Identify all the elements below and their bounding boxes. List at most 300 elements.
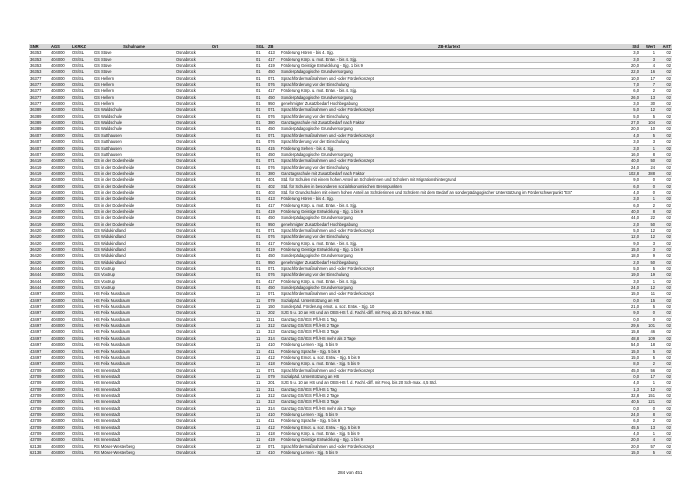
cell-artt: 02 [656, 392, 672, 398]
cell-std: 15,0 [618, 247, 640, 253]
cell-artt: 02 [656, 50, 672, 56]
cell-ort: Osnabrück [175, 158, 255, 164]
cell-schulname: GS in der Dodesheide [93, 183, 175, 189]
cell-lkrkz: OS/SL [71, 342, 93, 348]
cell-ags: 404000 [50, 278, 71, 284]
cell-wert: 46 [640, 329, 656, 335]
cell-snr: 36420 [29, 259, 50, 265]
cell-artt: 02 [656, 221, 672, 227]
cell-sgl: 01 [255, 132, 267, 138]
column-header-wert: Wert [640, 44, 656, 50]
cell-zb: 079 [267, 373, 280, 379]
cell-sgl: 01 [255, 145, 267, 151]
cell-artt: 02 [656, 94, 672, 100]
cell-zb: 419 [267, 437, 280, 443]
cell-ags: 404000 [50, 82, 71, 88]
cell-std: 24,0 [618, 285, 640, 291]
cell-zb: 417 [267, 88, 280, 94]
cell-std: 24,0 [618, 164, 640, 170]
cell-snr: 43497 [29, 316, 50, 322]
cell-lkrkz: OS/SL [71, 348, 93, 354]
cell-artt: 02 [656, 424, 672, 430]
cell-wert: 3 [640, 56, 656, 62]
cell-schulname: GS Widukindland [93, 259, 175, 265]
cell-zb: 410 [267, 450, 280, 456]
cell-zb: 950 [267, 259, 280, 265]
cell-wert: 1 [640, 196, 656, 202]
cell-schulname: GS Voxtrup [93, 266, 175, 272]
cell-artt: 02 [656, 310, 672, 316]
cell-artt: 02 [656, 373, 672, 379]
cell-wert: 15 [640, 297, 656, 303]
cell-wert: 13 [640, 424, 656, 430]
cell-schulname: GS Stüve [93, 69, 175, 75]
cell-ort: Osnabrück [175, 266, 255, 272]
cell-sgl: 11 [255, 367, 267, 373]
cell-schulname: RS Möser-Westerberg [93, 443, 175, 449]
cell-ags: 404000 [50, 170, 71, 176]
cell-std: 20,0 [618, 443, 640, 449]
cell-ags: 404000 [50, 151, 71, 157]
cell-sgl: 01 [255, 151, 267, 157]
cell-std: 0,0 [618, 297, 640, 303]
cell-std: 54,0 [618, 342, 640, 348]
cell-ags: 404000 [50, 418, 71, 424]
cell-zb: 201 [267, 380, 280, 386]
cell-ags: 404000 [50, 430, 71, 436]
cell-ags: 404000 [50, 227, 71, 233]
cell-zb: 313 [267, 399, 280, 405]
cell-wert: 388 [640, 170, 656, 176]
cell-snr: 43497 [29, 354, 50, 360]
cell-zb-klartext: genehmigter Zusatzbedarf Hochbegabung [280, 259, 618, 265]
cell-ort: Osnabrück [175, 56, 255, 62]
cell-snr: 43497 [29, 329, 50, 335]
cell-sgl: 01 [255, 221, 267, 227]
cell-artt: 02 [656, 88, 672, 94]
cell-lkrkz: OS/SL [71, 278, 93, 284]
cell-snr: 43497 [29, 310, 50, 316]
cell-zb-klartext: Sprachfördermaßnahmen und -oder Förderkonzept [280, 291, 618, 297]
cell-ags: 404000 [50, 361, 71, 367]
cell-ags: 404000 [50, 392, 71, 398]
cell-ort: Osnabrück [175, 75, 255, 81]
cell-zb-klartext: Förderung Sprache - Sjg. 5 bis 9 [280, 418, 618, 424]
cell-schulname: GS Widukindland [93, 253, 175, 259]
cell-sgl: 01 [255, 107, 267, 113]
cell-lkrkz: OS/SL [71, 88, 93, 94]
cell-zb: 202 [267, 310, 280, 316]
cell-zb: 076 [267, 234, 280, 240]
cell-sgl: 01 [255, 227, 267, 233]
cell-lkrkz: OS/SL [71, 69, 93, 75]
cell-zb: 450 [267, 285, 280, 291]
cell-std: 15,0 [618, 450, 640, 456]
cell-lkrkz: OS/SL [71, 139, 93, 145]
cell-zb: 311 [267, 386, 280, 392]
cell-zb: 314 [267, 335, 280, 341]
cell-wert: 30 [640, 101, 656, 107]
cell-schulname: GS Waldschule [93, 107, 175, 113]
cell-ags: 404000 [50, 342, 71, 348]
cell-std: 18,0 [618, 253, 640, 259]
cell-lkrkz: OS/SL [71, 392, 93, 398]
cell-ort: Osnabrück [175, 139, 255, 145]
cell-artt: 02 [656, 443, 672, 449]
cell-zb: 076 [267, 113, 280, 119]
cell-zb-klartext: Sprachförderung vor der Einschulung [280, 164, 618, 170]
cell-ags: 404000 [50, 240, 71, 246]
cell-zb-klartext: Förderung Geistige Entwicklung - Sjg. 1 bis 9 [280, 437, 618, 443]
cell-wert: 1 [640, 380, 656, 386]
cell-zb-klartext: Förderung Körp. u. mot. Entw. - bis 4. Sjg. [280, 88, 618, 94]
cell-schulname: HS Innenstadt [93, 380, 175, 386]
cell-zb: 402 [267, 183, 280, 189]
cell-std: 40,0 [618, 208, 640, 214]
cell-sgl: 11 [255, 342, 267, 348]
cell-wert: 151 [640, 392, 656, 398]
cell-snr: 36420 [29, 240, 50, 246]
cell-ort: Osnabrück [175, 424, 255, 430]
cell-std: 6,0 [618, 183, 640, 189]
cell-ags: 404000 [50, 139, 71, 145]
cell-ags: 404000 [50, 183, 71, 189]
cell-zb: 450 [267, 253, 280, 259]
cell-snr: 43497 [29, 348, 50, 354]
cell-artt: 02 [656, 151, 672, 157]
cell-ags: 404000 [50, 253, 71, 259]
cell-std: 15,0 [618, 348, 640, 354]
cell-sgl: 01 [255, 253, 267, 259]
cell-sgl: 01 [255, 202, 267, 208]
cell-lkrkz: OS/SL [71, 158, 93, 164]
report-table-page [29, 44, 672, 456]
cell-snr: 43709 [29, 373, 50, 379]
cell-zb: 071 [267, 266, 280, 272]
cell-snr: 43709 [29, 424, 50, 430]
cell-lkrkz: OS/SL [71, 177, 93, 183]
cell-artt: 02 [656, 120, 672, 126]
cell-sgl: 01 [255, 208, 267, 214]
cell-snr: 36407 [29, 132, 50, 138]
cell-lkrkz: OS/SL [71, 189, 93, 195]
cell-ags: 404000 [50, 411, 71, 417]
cell-std: 24,0 [618, 411, 640, 417]
cell-schulname: GS Hellern [93, 101, 175, 107]
cell-ort: Osnabrück [175, 107, 255, 113]
cell-zb-klartext: SJG 5 u. 10 an HS und an OBS-HS f. d. Fachl.-diff. mit Freq. bis 20 Sch-max. 4,5 Std. [280, 380, 618, 386]
cell-schulname: HS Innenstadt [93, 399, 175, 405]
cell-sgl: 11 [255, 361, 267, 367]
cell-ags: 404000 [50, 335, 71, 341]
cell-snr: 43709 [29, 399, 50, 405]
cell-ort: Osnabrück [175, 88, 255, 94]
cell-zb: 401 [267, 177, 280, 183]
cell-schulname: GS Voxtrup [93, 272, 175, 278]
cell-artt: 02 [656, 361, 672, 367]
cell-sgl: 11 [255, 424, 267, 430]
cell-zb: 071 [267, 291, 280, 297]
cell-artt: 02 [656, 56, 672, 62]
cell-wert: 5 [640, 304, 656, 310]
cell-artt: 02 [656, 335, 672, 341]
cell-zb: 079 [267, 297, 280, 303]
cell-artt: 02 [656, 272, 672, 278]
cell-snr: 36407 [29, 145, 50, 151]
cell-ags: 404000 [50, 202, 71, 208]
cell-schulname: GS in der Dodesheide [93, 208, 175, 214]
cell-artt: 02 [656, 329, 672, 335]
cell-ags: 404000 [50, 88, 71, 94]
cell-zb-klartext: Sonderpädagogische Grundversorgung [280, 151, 618, 157]
cell-ort: Osnabrück [175, 399, 255, 405]
cell-zb: 071 [267, 107, 280, 113]
cell-zb: 411 [267, 418, 280, 424]
cell-ort: Osnabrück [175, 183, 255, 189]
cell-ort: Osnabrück [175, 196, 255, 202]
cell-lkrkz: OS/SL [71, 373, 93, 379]
cell-zb: 410 [267, 342, 280, 348]
cell-wert: 2 [640, 418, 656, 424]
cell-sgl: 01 [255, 120, 267, 126]
cell-std: 7,0 [618, 82, 640, 88]
cell-wert: 1 [640, 278, 656, 284]
cell-zb: 950 [267, 221, 280, 227]
column-header-ags: AGS [50, 44, 71, 50]
cell-schulname: HS Felix Nussbaum [93, 291, 175, 297]
cell-ags: 404000 [50, 189, 71, 195]
cell-artt: 02 [656, 164, 672, 170]
cell-artt: 02 [656, 240, 672, 246]
cell-snr: 36419 [29, 202, 50, 208]
cell-ort: Osnabrück [175, 443, 255, 449]
cell-artt: 02 [656, 291, 672, 297]
cell-ags: 404000 [50, 405, 71, 411]
cell-zb-klartext: Sprachförderung vor der Einschulung [280, 82, 618, 88]
cell-wert: 0 [640, 177, 656, 183]
cell-schulname: GS in der Dodesheide [93, 170, 175, 176]
cell-std: 5,0 [618, 113, 640, 119]
cell-lkrkz: OS/SL [71, 272, 93, 278]
cell-artt: 02 [656, 202, 672, 208]
cell-artt: 02 [656, 316, 672, 322]
cell-lkrkz: OS/SL [71, 208, 93, 214]
cell-zb-klartext: Förderung Geistige Entwicklung - Sjg. 1 bis 9 [280, 247, 618, 253]
column-header-snr: SNR [29, 44, 50, 50]
cell-zb-klartext: Sonderpäd. Förderung emot. u. soz. Entw. - Sjg. 10 [280, 304, 618, 310]
cell-zb: 071 [267, 227, 280, 233]
cell-ags: 404000 [50, 323, 71, 329]
cell-wert: 16 [640, 69, 656, 75]
cell-zb-klartext: genehmigter Zusatzbedarf Hochbegabung [280, 101, 618, 107]
cell-std: 0,0 [618, 316, 640, 322]
cell-std: 4,0 [618, 430, 640, 436]
cell-wert: 17 [640, 373, 656, 379]
cell-zb-klartext: Ganztag GS/IGS Pfl./HS 1 Tag [280, 316, 618, 322]
cell-schulname: GS Sutthausen [93, 132, 175, 138]
cell-zb-klartext: Sprachfördermaßnahmen und -oder Förderkonzept [280, 266, 618, 272]
cell-sgl: 01 [255, 234, 267, 240]
cell-ort: Osnabrück [175, 310, 255, 316]
cell-wert: 12 [640, 107, 656, 113]
cell-snr: 36419 [29, 208, 50, 214]
cell-ort: Osnabrück [175, 126, 255, 132]
cell-artt: 02 [656, 63, 672, 69]
cell-schulname: GS in der Dodesheide [93, 221, 175, 227]
cell-std: 3,0 [618, 196, 640, 202]
column-header-std: Std [618, 44, 640, 50]
cell-snr: 36407 [29, 151, 50, 157]
cell-zb: 450 [267, 215, 280, 221]
cell-ags: 404000 [50, 424, 71, 430]
cell-zb-klartext: Sprachfördermaßnahmen und -oder Förderkonzept [280, 227, 618, 233]
cell-ags: 404000 [50, 120, 71, 126]
cell-ags: 404000 [50, 354, 71, 360]
cell-artt: 02 [656, 189, 672, 195]
cell-sgl: 01 [255, 285, 267, 291]
cell-std: 20,0 [618, 63, 640, 69]
cell-lkrkz: OS/SL [71, 335, 93, 341]
cell-wert: 22 [640, 215, 656, 221]
cell-zb-klartext: Sonderpädagogische Grundversorgung [280, 94, 618, 100]
cell-zb-klartext: Std. für Schulen in besonderen sozialökonomischen Brennpunkten [280, 183, 618, 189]
cell-wert: 5 [640, 348, 656, 354]
cell-snr: 62138 [29, 450, 50, 456]
cell-ort: Osnabrück [175, 50, 255, 56]
cell-sgl: 01 [255, 82, 267, 88]
cell-ort: Osnabrück [175, 430, 255, 436]
cell-snr: 43497 [29, 297, 50, 303]
cell-zb: 419 [267, 208, 280, 214]
cell-ags: 404000 [50, 69, 71, 75]
cell-artt: 02 [656, 196, 672, 202]
cell-ort: Osnabrück [175, 247, 255, 253]
table-row [29, 450, 672, 456]
cell-snr: 36419 [29, 189, 50, 195]
cell-artt: 02 [656, 278, 672, 284]
cell-wert: 12 [640, 234, 656, 240]
cell-schulname: GS in der Dodesheide [93, 202, 175, 208]
cell-std: 10,0 [618, 75, 640, 81]
cell-artt: 02 [656, 69, 672, 75]
cell-lkrkz: OS/SL [71, 120, 93, 126]
cell-zb: 450 [267, 69, 280, 75]
cell-snr: 36353 [29, 63, 50, 69]
cell-ort: Osnabrück [175, 418, 255, 424]
cell-ags: 404000 [50, 285, 71, 291]
cell-zb-klartext: Ganztag GS/IGS Pfl./HS 3 Tage [280, 329, 618, 335]
cell-snr: 36377 [29, 101, 50, 107]
cell-sgl: 01 [255, 215, 267, 221]
cell-wert: 121 [640, 399, 656, 405]
cell-snr: 43497 [29, 323, 50, 329]
column-header-zb-klartext: ZB-Klartext [280, 44, 618, 50]
cell-snr: 36419 [29, 170, 50, 176]
cell-zb-klartext: Förderung Lernen - Sjg. 5 bis 9 [280, 342, 618, 348]
cell-std: 45,0 [618, 367, 640, 373]
cell-zb-klartext: Ganztag GS/IGS Pfl./HS 2 Tage [280, 323, 618, 329]
cell-snr: 43497 [29, 361, 50, 367]
cell-zb-klartext: Förderung Körp. u. mot. Entw. - Sjg. 5 bis 9 [280, 430, 618, 436]
cell-ags: 404000 [50, 113, 71, 119]
cell-lkrkz: OS/SL [71, 411, 93, 417]
cell-snr: 36420 [29, 227, 50, 233]
cell-wert: 13 [640, 94, 656, 100]
cell-schulname: HS Innenstadt [93, 367, 175, 373]
cell-std: 2,0 [618, 259, 640, 265]
cell-zb-klartext: Ganztag GS/IGS Pfl./HS mehr als 3 Tage [280, 335, 618, 341]
cell-artt: 02 [656, 247, 672, 253]
cell-zb-klartext: Sprachförderung vor der Einschulung [280, 272, 618, 278]
cell-std: 48,8 [618, 335, 640, 341]
cell-zb: 314 [267, 405, 280, 411]
cell-std: 6,0 [618, 88, 640, 94]
cell-lkrkz: OS/SL [71, 94, 93, 100]
cell-wert: 12 [640, 227, 656, 233]
cell-wert: 101 [640, 323, 656, 329]
cell-sgl: 01 [255, 278, 267, 284]
cell-sgl: 11 [255, 380, 267, 386]
cell-lkrkz: OS/SL [71, 266, 93, 272]
cell-ort: Osnabrück [175, 189, 255, 195]
cell-artt: 02 [656, 304, 672, 310]
cell-snr: 36353 [29, 50, 50, 56]
cell-zb: 150 [267, 304, 280, 310]
cell-schulname: HS Innenstadt [93, 386, 175, 392]
cell-snr: 43709 [29, 430, 50, 436]
cell-lkrkz: OS/SL [71, 285, 93, 291]
cell-wert: 8 [640, 151, 656, 157]
cell-zb-klartext: Förderung Körp. u. mot. Entw. - bis 4. Sjg. [280, 56, 618, 62]
cell-schulname: GS Waldschule [93, 126, 175, 132]
cell-zb-klartext: Förderung Hören - bis 4. Sjg. [280, 50, 618, 56]
column-header-artt: ArtT [656, 44, 672, 50]
cell-schulname: HS Felix Nussbaum [93, 297, 175, 303]
cell-ort: Osnabrück [175, 316, 255, 322]
cell-artt: 02 [656, 437, 672, 443]
cell-lkrkz: OS/SL [71, 107, 93, 113]
cell-lkrkz: OS/SL [71, 151, 93, 157]
cell-sgl: 11 [255, 310, 267, 316]
cell-ort: Osnabrück [175, 132, 255, 138]
cell-zb-klartext: Ganztagsschule mit Zusatzbedarf nach Faktor [280, 120, 618, 126]
cell-snr: 36377 [29, 75, 50, 81]
cell-lkrkz: OS/SL [71, 75, 93, 81]
cell-artt: 02 [656, 266, 672, 272]
cell-snr: 36420 [29, 247, 50, 253]
cell-std: 0,0 [618, 373, 640, 379]
cell-ags: 404000 [50, 158, 71, 164]
cell-lkrkz: OS/SL [71, 170, 93, 176]
cell-ags: 404000 [50, 196, 71, 202]
cell-ags: 404000 [50, 437, 71, 443]
cell-ags: 404000 [50, 380, 71, 386]
cell-wert: 24 [640, 164, 656, 170]
cell-snr: 36377 [29, 82, 50, 88]
cell-lkrkz: OS/SL [71, 424, 93, 430]
cell-ags: 404000 [50, 304, 71, 310]
cell-ort: Osnabrück [175, 69, 255, 75]
cell-schulname: HS Felix Nussbaum [93, 361, 175, 367]
cell-ort: Osnabrück [175, 278, 255, 284]
cell-lkrkz: OS/SL [71, 386, 93, 392]
cell-std: 27,0 [618, 120, 640, 126]
cell-zb: 313 [267, 329, 280, 335]
cell-snr: 43709 [29, 411, 50, 417]
cell-snr: 36419 [29, 177, 50, 183]
cell-std: 16,0 [618, 151, 640, 157]
cell-ags: 404000 [50, 234, 71, 240]
